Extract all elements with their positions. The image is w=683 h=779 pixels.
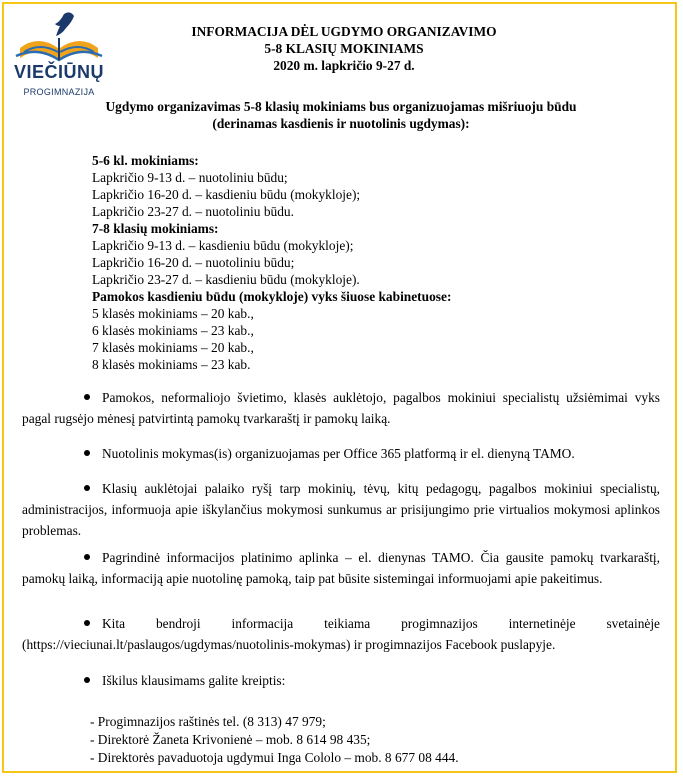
bullet-text: Kita bendroji informacija teikiama progimnazijos internetinėje svetainėje (https://vieciunai.lt/paslaugos/ugdymas/nuotolinis-mokymas) ir progimnazijos Facebook puslapyje. [22,616,660,652]
bullet-item [22,670,660,691]
schedule-line: Lapkričio 16-20 d. – kasdieniu būdu (mokykloje); [92,187,361,202]
schedule-line: Lapkričio 9-13 d. – nuotoliniu būdu; [92,170,288,185]
bullet-text: Iškilus klausimams galite kreiptis: [102,673,286,688]
bullet-item [22,478,660,541]
bullet-text: Nuotolinis mokymas(is) organizuojamas per Office 365 platformą ir el. dienyną TAMO. [102,446,575,461]
intro-text [104,98,578,132]
schedule-line: Lapkričio 9-13 d. – kasdieniu būdu (mokykloje); [92,238,354,253]
document-page [2,2,677,773]
title-line-1: INFORMACIJA DĖL UGDYMO ORGANIZAVIMO [191,24,497,39]
bullet-icon [84,394,90,400]
bullet-icon [84,677,90,683]
bullet-text: Pamokos, neformaliojo švietimo, klasės auklėtojo, pagalbos mokiniui specialistų užsiėmimai vyks pagal rugsėjo mėnesį patvirtintą pamokų tvarkaraštį ir pamokų laiką. [22,390,660,426]
bullet-item [22,613,660,655]
rooms-heading: Pamokos kasdieniu būdu (mokykloje) vyks šiuose kabinetuose: [92,289,452,304]
document-title [124,23,564,74]
bullet-text: Pagrindinė informacijos platinimo aplinka – el. dienynas TAMO. Čia gausite pamokų tvarkaraštį, pamokų laiką, informaciją apie nuotolinę pamoką, taip pat būsite sistemingai informuojami apie pakeitimus. [22,550,660,586]
school-logo [12,8,106,97]
title-line-2: 5-8 KLASIŲ MOKINIAMS [264,41,424,56]
bullet-item [22,387,660,429]
room-line: 6 klasės mokiniams – 23 kab., [92,323,254,338]
schedule-line: Lapkričio 16-20 d. – nuotoliniu būdu; [92,255,295,270]
intro-line-1: Ugdymo organizavimas 5-8 klasių mokiniams bus organizuojamas mišriuoju būdu [105,99,577,114]
group2-heading: 7-8 klasių mokiniams: [92,221,219,236]
bullet-icon [84,485,90,491]
schedule-block [92,152,652,373]
room-line: 5 klasės mokiniams – 20 kab., [92,306,254,321]
logo-name: VIEČIŪNŲ [13,62,104,82]
contact-line: - Direktorė Žaneta Krivonienė – mob. 8 614 98 435; [90,732,371,747]
contact-line: - Progimnazijos raštinės tel. (8 313) 47 979; [90,714,326,729]
book-bird-icon [12,8,106,68]
bullet-text: Klasių auklėtojai palaiko ryšį tarp mokinių, tėvų, kitų pedagogų, pagalbos mokiniui specialistų, administracijos, informuoja apie iškylančius mokymosi sunkumus ar prisijungimo prie virtualios mokymosi aplinkos problemas. [22,481,660,538]
intro-line-2: (derinamas kasdienis ir nuotolinis ugdymas): [212,116,470,131]
schedule-line: Lapkričio 23-27 d. – nuotoliniu būdu. [92,204,294,219]
logo-subtitle: PROGIMNAZIJA [23,87,95,97]
room-line: 7 klasės mokiniams – 20 kab., [92,340,254,355]
contact-list [90,713,459,767]
title-date: 2020 m. lapkričio 9-27 d. [273,58,415,73]
bullet-icon [84,620,90,626]
contact-line: - Direktorės pavaduotoja ugdymui Inga Cololo – mob. 8 677 08 444. [90,750,459,765]
group1-heading: 5-6 kl. mokiniams: [92,153,199,168]
room-line: 8 klasės mokiniams – 23 kab. [92,357,251,372]
bullet-item [22,443,660,464]
schedule-line: Lapkričio 23-27 d. – kasdieniu būdu (mokykloje). [92,272,360,287]
bullet-item [22,547,660,589]
bullet-icon [84,450,90,456]
bullet-icon [84,554,90,560]
